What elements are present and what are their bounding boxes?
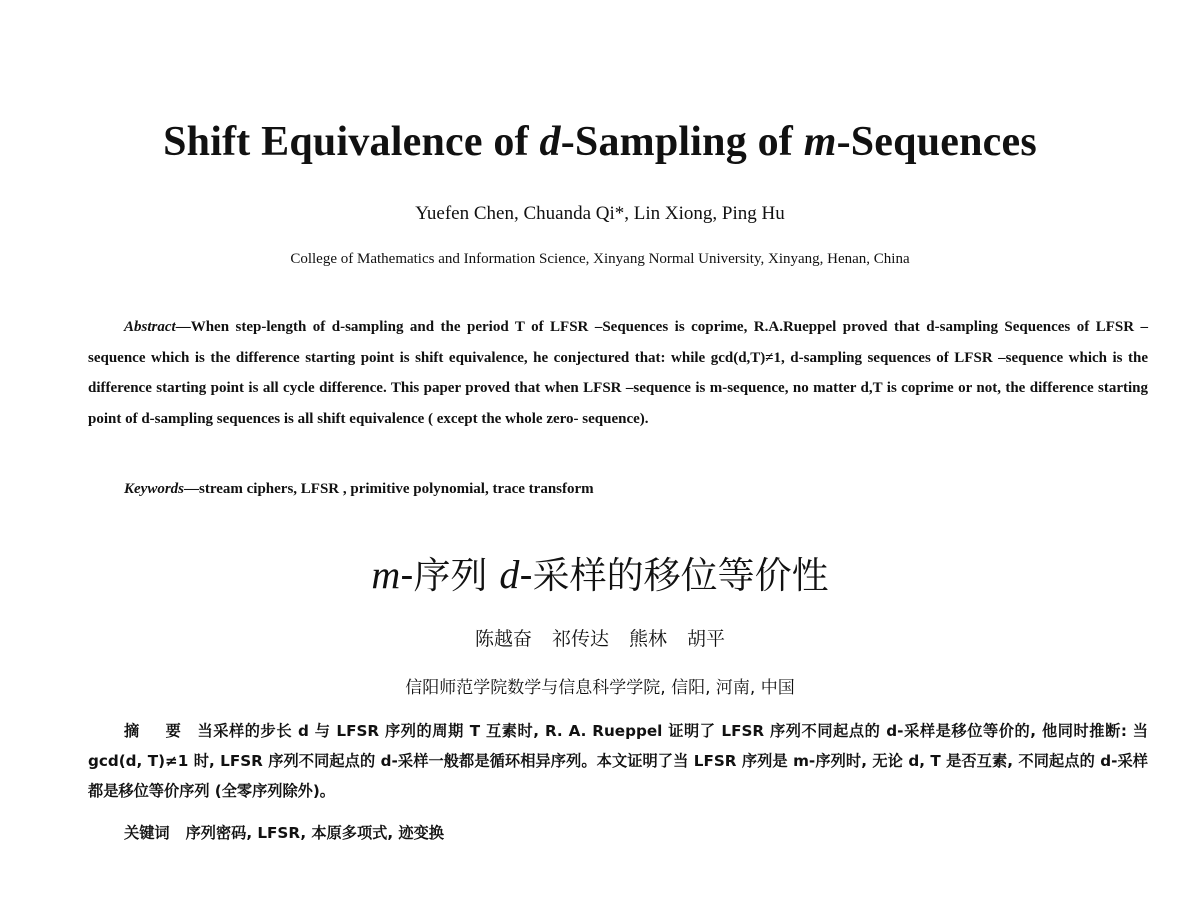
chinese-abstract-label: 摘 要 (124, 722, 192, 740)
chinese-title-part: -序列 (400, 554, 500, 597)
chinese-keywords-label: 关键词 (124, 824, 170, 842)
chinese-title-var-m: m (371, 552, 401, 597)
chinese-title-part: -采样的移位等价性 (519, 554, 829, 597)
chinese-abstract (88, 716, 1148, 806)
english-affiliation: College of Mathematics and Information Science, Xinyang Normal University, Xinyang, Henan, China (290, 251, 910, 267)
keywords-text: —stream ciphers, LFSR , primitive polynomial, trace transform (184, 481, 594, 497)
english-keywords (124, 481, 594, 498)
english-title-part: -Sequences (836, 119, 1037, 165)
abstract-label: Abstract (124, 319, 176, 335)
chinese-keywords-text: 序列密码, LFSR, 本原多项式, 迹变换 (185, 824, 444, 842)
english-title-part: Shift Equivalence of (163, 119, 540, 165)
english-title (0, 118, 1200, 166)
chinese-keywords (124, 822, 444, 843)
chinese-affiliation: 信阳师范学院数学与信息科学学院, 信阳, 河南, 中国 (405, 678, 795, 698)
chinese-title-var-d: d (499, 552, 520, 597)
chinese-abstract-text: 当采样的步长 d 与 LFSR 序列的周期 T 互素时, R. A. Rueppel 证明了 LFSR 序列不同起点的 d-采样是移位等价的, 他同时推断: 当 gcd(d, T)≠1 时, LFSR 序列不同起点的 d-采样一般都是循环相异序列。本文证明了当 LFSR 序列是 m-序列时, 无论 d, T 是否互素, 不同起点的 d-采样都是移位等价序列 (全零序列除外)。 (88, 722, 1148, 800)
english-title-var-m: m (803, 119, 837, 165)
chinese-authors: 陈越奋 祁传达 熊林 胡平 (474, 628, 726, 650)
keywords-label: Keywords (124, 481, 184, 497)
abstract-text: —When step-length of d-sampling and the period T of LFSR –Sequences is coprime, R.A.Rueppel proved that d-sampling Sequences of LFSR –sequence which is the difference starting point is shift equivalence, he conjectured that: while gcd(d,T)≠1, d-sampling sequences of LFSR –sequence which is the difference starting point is all cycle difference. This paper proved that when LFSR –sequence is m-sequence, no matter d,T is coprime or not, the difference starting point of d-sampling sequences is all shift equivalence ( except the whole zero- sequence). (88, 319, 1148, 427)
english-authors: Yuefen Chen, Chuanda Qi*, Lin Xiong, Ping Hu (415, 203, 785, 224)
english-title-var-d: d (539, 119, 561, 165)
english-abstract (88, 312, 1148, 434)
chinese-title (0, 545, 1200, 599)
english-title-part: -Sampling of (560, 119, 804, 165)
